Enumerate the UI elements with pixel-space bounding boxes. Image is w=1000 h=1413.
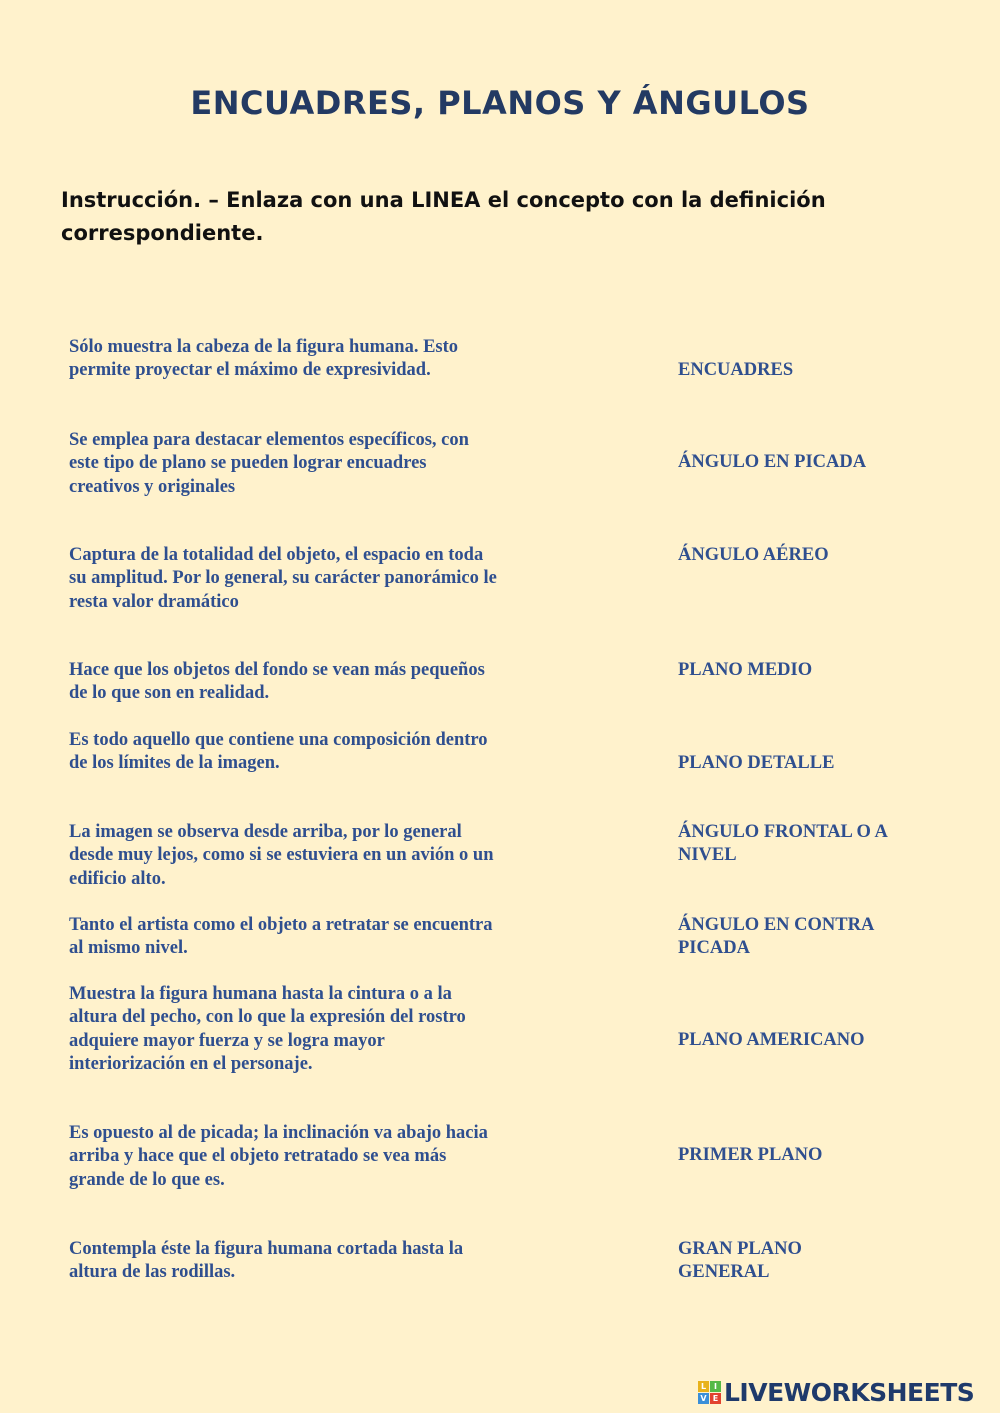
definition-item[interactable]: Es todo aquello que contiene una composición dentro de los límites de la imagen. (69, 730, 488, 774)
concept-item[interactable]: GRAN PLANO GENERAL (678, 1239, 802, 1283)
definition-item[interactable]: Sólo muestra la cabeza de la figura humana. Esto permite proyectar el máximo de expresividad. (69, 337, 459, 381)
definition-item[interactable]: Contempla éste la figura humana cortada hasta la altura de las rodillas. (69, 1239, 464, 1283)
instruction-text: Instrucción. – Enlaza con una LINEA el concepto con la definición correspondiente. (61, 188, 826, 245)
definition-item[interactable]: Muestra la figura humana hasta la cintura o a la altura del pecho, con lo que la expresión del rostro adquiere mayor fuerza y se logra mayor interiorización en el personaje. (69, 984, 466, 1074)
definition-item[interactable]: Hace que los objetos del fondo se vean más pequeños de lo que son en realidad. (69, 660, 485, 704)
concept-item[interactable]: ÁNGULO EN CONTRA PICADA (678, 915, 874, 959)
logo-text: LIVEWORKSHEETS (724, 1378, 975, 1407)
definition-item[interactable]: Tanto el artista como el objeto a retratar se encuentra al mismo nivel. (69, 915, 493, 959)
definition-item[interactable]: La imagen se observa desde arriba, por lo general desde muy lejos, como si se estuviera en un avión o un edificio alto. (69, 822, 494, 889)
logo-letter: E (710, 1393, 721, 1404)
logo-letter: V (698, 1393, 709, 1404)
concept-item[interactable]: PLANO MEDIO (678, 660, 813, 680)
concept-item[interactable]: ENCUADRES (678, 360, 794, 380)
logo-letter: L (698, 1381, 709, 1392)
page-title: ENCUADRES, PLANOS Y ÁNGULOS (190, 84, 810, 122)
liveworksheets-logo (698, 1378, 974, 1407)
concept-item[interactable]: PRIMER PLANO (678, 1145, 823, 1165)
logo-icon (698, 1381, 721, 1404)
concept-item[interactable]: ÁNGULO EN PICADA (678, 452, 867, 472)
definition-item[interactable]: Es opuesto al de picada; la inclinación va abajo hacia arriba y hace que el objeto retratado se vea más grande de lo que es. (69, 1123, 488, 1190)
concept-item[interactable]: ÁNGULO AÉREO (678, 545, 829, 565)
concept-item[interactable]: PLANO AMERICANO (678, 1030, 865, 1050)
concept-item[interactable]: PLANO DETALLE (678, 753, 835, 773)
concept-item[interactable]: ÁNGULO FRONTAL O A NIVEL (678, 822, 887, 866)
logo-letter: I (710, 1381, 721, 1392)
definition-item[interactable]: Captura de la totalidad del objeto, el espacio en toda su amplitud. Por lo general, su carácter panorámico le resta valor dramático (69, 545, 497, 612)
definition-item[interactable]: Se emplea para destacar elementos específicos, con este tipo de plano se pueden lograr encuadres creativos y originales (69, 430, 469, 497)
